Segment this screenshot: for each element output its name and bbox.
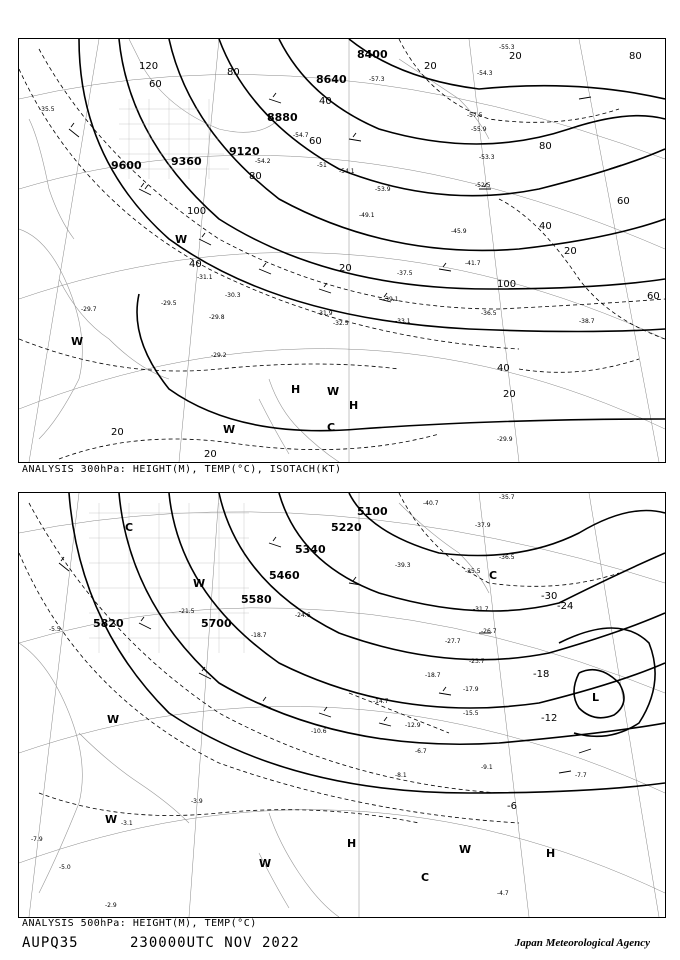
warm-center: W [107, 713, 120, 726]
chart-500hpa [18, 492, 666, 918]
temp-obs: -36.5 [481, 310, 497, 317]
temp-obs: -38.7 [579, 318, 595, 325]
isotach-label: 100 [497, 279, 517, 290]
isotach-label: 20 [204, 449, 217, 460]
isotach-label: 80 [227, 67, 240, 78]
temp-obs: -6.7 [415, 748, 427, 755]
temp-obs: -37.5 [397, 270, 413, 277]
low-center: L [592, 691, 600, 704]
map-300hpa [19, 39, 665, 462]
temp-obs: -57.5 [467, 112, 483, 119]
temp-obs: -7.7 [575, 772, 587, 779]
temp-obs: -52.5 [475, 182, 491, 189]
height-label-5700: 5700 [201, 617, 232, 630]
temp-obs: -10.6 [311, 728, 327, 735]
temp-obs: -54.2 [255, 158, 271, 165]
isotach-label: 120 [139, 61, 159, 72]
temp-obs: -51 [317, 162, 327, 169]
temp-obs: -54.3 [477, 70, 493, 77]
isotach-label: 20 [339, 263, 352, 274]
temp-obs: -5.5 [49, 626, 61, 633]
height-label-8880: 8880 [267, 111, 298, 124]
temp-obs: -17.9 [463, 686, 479, 693]
temp-obs: -31.1 [197, 274, 213, 281]
height-label-group [93, 505, 388, 630]
temp-obs: -49.1 [359, 212, 375, 219]
issue-time: 230000UTC NOV 2022 [130, 935, 300, 951]
warm-center: W [223, 423, 236, 436]
temp-obs: -18.7 [425, 672, 441, 679]
temp-obs: -54.1 [339, 168, 355, 175]
isotherm-label: -18 [533, 669, 550, 680]
temp-obs: -36.5 [499, 554, 515, 561]
temp-obs: -8.1 [395, 772, 407, 779]
temp-obs: -15.5 [463, 710, 479, 717]
temperature-obs-group [39, 44, 595, 443]
map-500hpa [19, 493, 665, 917]
isotach-label: 80 [249, 171, 262, 182]
isotach-label: 60 [647, 291, 660, 302]
height-label-9120: 9120 [229, 145, 260, 158]
height-label-5580: 5580 [241, 593, 272, 606]
isotach-label: 20 [509, 51, 522, 62]
high-center: H [291, 383, 301, 396]
temp-obs: -39.3 [395, 562, 411, 569]
temp-obs: -39.1 [383, 296, 399, 303]
temp-obs: -33.1 [395, 318, 411, 325]
height-label-8640: 8640 [316, 73, 347, 86]
temp-obs: -5.0 [59, 864, 71, 871]
isotach-label: 20 [424, 61, 437, 72]
warm-center: W [193, 577, 206, 590]
coastlines [19, 503, 489, 917]
temp-obs: -29.7 [81, 306, 97, 313]
temp-obs: -55.3 [499, 44, 515, 51]
isotherm-label: -24 [557, 601, 574, 612]
caption-300hpa: ANALYSIS 300hPa: HEIGHT(M), TEMP(°C), ISOTACH(KT) [22, 464, 342, 475]
temp-obs: -27.7 [445, 638, 461, 645]
temp-obs: -18.7 [251, 632, 267, 639]
temp-obs: -32.5 [333, 320, 349, 327]
isotherm-label: -30 [541, 591, 558, 602]
isotach-label: 40 [319, 96, 332, 107]
height-label-5820: 5820 [93, 617, 124, 630]
height-label-5220: 5220 [331, 521, 362, 534]
height-label-8400: 8400 [357, 48, 388, 61]
temp-obs: -29.8 [209, 314, 225, 321]
pressure-center-group [105, 521, 599, 884]
isotach-label: 20 [503, 389, 516, 400]
warm-center: W [175, 233, 188, 246]
temp-obs: -45.9 [451, 228, 467, 235]
temp-obs: -3.1 [121, 820, 133, 827]
temp-obs: -53.3 [479, 154, 495, 161]
warm-center: W [71, 335, 84, 348]
cold-center: C [489, 569, 498, 582]
cold-center: C [421, 871, 430, 884]
isotach-label: 40 [497, 363, 510, 374]
warm-center: W [459, 843, 472, 856]
isotach-label: 80 [629, 51, 642, 62]
isotach-label: 100 [187, 206, 207, 217]
temp-obs: -29.9 [497, 436, 513, 443]
temp-obs: -37.9 [475, 522, 491, 529]
temp-obs: -29.5 [161, 300, 177, 307]
temp-obs: -2.9 [105, 902, 117, 909]
cold-center: C [125, 521, 134, 534]
cold-center: C [327, 421, 336, 434]
temp-obs: -21.5 [179, 608, 195, 615]
temp-obs: -12.9 [405, 722, 421, 729]
temp-obs: -29.2 [211, 352, 227, 359]
high-center: H [546, 847, 556, 860]
height-label-5340: 5340 [295, 543, 326, 556]
caption-500hpa: ANALYSIS 500hPa: HEIGHT(M), TEMP(°C) [22, 918, 257, 929]
agency-name: Japan Meteorological Agency [514, 937, 650, 949]
temp-obs: -23.7 [469, 658, 485, 665]
height-label-9600: 9600 [111, 159, 142, 172]
temp-obs: -4.7 [497, 890, 509, 897]
temp-obs: -57.3 [369, 76, 385, 83]
height-label-5100: 5100 [357, 505, 388, 518]
high-center: H [349, 399, 359, 412]
isotach-label: 80 [539, 141, 552, 152]
temp-obs: -40.7 [423, 500, 439, 507]
temp-obs: -30.3 [225, 292, 241, 299]
height-label-9360: 9360 [171, 155, 202, 168]
temp-obs: -24.6 [295, 612, 311, 619]
isotherm-label-group [507, 591, 573, 812]
coastlines [19, 39, 489, 462]
height-label-5460: 5460 [269, 569, 300, 582]
isotherm-label: -6 [507, 801, 517, 812]
temp-obs: -26.7 [481, 628, 497, 635]
chart-300hpa [18, 38, 666, 463]
temp-obs: -35.7 [499, 494, 515, 501]
isotach-label: 60 [309, 136, 322, 147]
temp-obs: -9.1 [481, 764, 493, 771]
isotach-label: 40 [189, 259, 202, 270]
warm-center: W [259, 857, 272, 870]
temp-obs: -31.7 [473, 606, 489, 613]
isotach-label: 60 [149, 79, 162, 90]
temp-obs: -3.9 [191, 798, 203, 805]
temp-obs: -35.5 [39, 106, 55, 113]
temp-obs: -31.9 [317, 310, 333, 317]
shaded-area [89, 503, 249, 653]
isotherm-label: -12 [541, 713, 558, 724]
temp-obs: -55.9 [471, 126, 487, 133]
high-center: H [347, 837, 357, 850]
temp-obs: -14.7 [373, 698, 389, 705]
isotach-label: 60 [617, 196, 630, 207]
isotach-label: 20 [564, 246, 577, 257]
warm-center: W [105, 813, 118, 826]
isotach-label: 40 [539, 221, 552, 232]
temp-obs: -35.5 [465, 568, 481, 575]
temp-obs: -41.7 [465, 260, 481, 267]
graticule [19, 493, 665, 917]
temp-obs: -54.7 [293, 132, 309, 139]
warm-center: W [327, 385, 340, 398]
product-code: AUPQ35 [22, 935, 79, 951]
temp-obs: -53.9 [375, 186, 391, 193]
temp-obs: -7.9 [31, 836, 43, 843]
isotach-label: 20 [111, 427, 124, 438]
